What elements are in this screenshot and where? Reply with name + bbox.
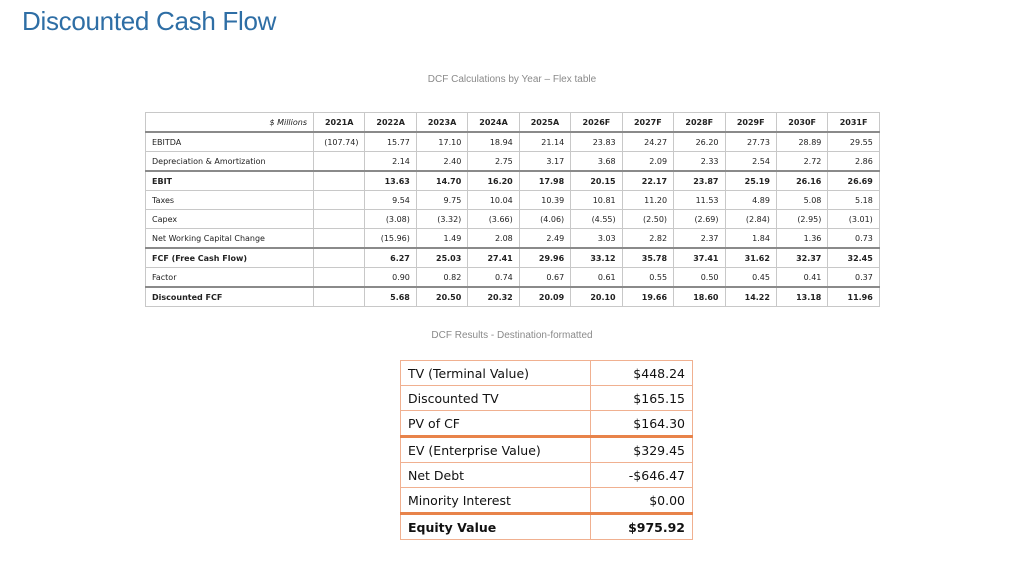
year-header: 2021A: [314, 113, 365, 133]
table-cell: 13.18: [776, 287, 827, 307]
dcf-table-caption: DCF Calculations by Year – Flex table: [427, 74, 597, 85]
result-label: Equity Value: [401, 514, 591, 540]
table-cell: 26.20: [674, 132, 725, 152]
table-cell: (3.08): [365, 210, 416, 229]
result-value: $448.24: [591, 361, 693, 386]
table-cell: 6.27: [365, 248, 416, 268]
table-cell: 2.86: [828, 152, 879, 172]
table-cell: 0.82: [416, 268, 467, 288]
table-cell: [314, 210, 365, 229]
table-cell: 2.40: [416, 152, 467, 172]
result-row: [401, 361, 693, 386]
table-cell: 24.27: [622, 132, 673, 152]
table-cell: 0.55: [622, 268, 673, 288]
table-cell: (3.01): [828, 210, 879, 229]
table-cell: [314, 171, 365, 191]
table-cell: 32.45: [828, 248, 879, 268]
table-cell: [314, 287, 365, 307]
table-cell: 15.77: [365, 132, 416, 152]
result-row: [401, 514, 693, 540]
result-label: Minority Interest: [401, 488, 591, 514]
table-cell: 0.41: [776, 268, 827, 288]
row-label: FCF (Free Cash Flow): [146, 248, 314, 268]
result-row: [401, 437, 693, 463]
row-label: Taxes: [146, 191, 314, 210]
table-cell: 2.75: [468, 152, 519, 172]
row-label: Depreciation & Amortization: [146, 152, 314, 172]
table-cell: 20.15: [571, 171, 622, 191]
table-cell: 18.60: [674, 287, 725, 307]
table-cell: 17.98: [519, 171, 570, 191]
table-cell: 37.41: [674, 248, 725, 268]
table-cell: 1.36: [776, 229, 827, 249]
year-header: 2028F: [674, 113, 725, 133]
table-cell: 27.73: [725, 132, 776, 152]
results-caption: DCF Results - Destination-formatted: [431, 330, 593, 341]
table-cell: 25.03: [416, 248, 467, 268]
table-cell: 9.54: [365, 191, 416, 210]
table-cell: 11.53: [674, 191, 725, 210]
table-cell: 13.63: [365, 171, 416, 191]
table-cell: (107.74): [314, 132, 365, 152]
result-label: TV (Terminal Value): [401, 361, 591, 386]
table-cell: [314, 152, 365, 172]
table-cell: 26.69: [828, 171, 879, 191]
result-value: -$646.47: [591, 463, 693, 488]
result-row: [401, 463, 693, 488]
table-cell: 11.96: [828, 287, 879, 307]
table-cell: 0.50: [674, 268, 725, 288]
table-cell: [314, 229, 365, 249]
dcf-header-row: [146, 113, 880, 133]
year-header: 2031F: [828, 113, 879, 133]
table-cell: 20.09: [519, 287, 570, 307]
table-cell: 2.09: [622, 152, 673, 172]
table-cell: 2.08: [468, 229, 519, 249]
table-cell: 2.72: [776, 152, 827, 172]
table-cell: 29.96: [519, 248, 570, 268]
table-cell: 9.75: [416, 191, 467, 210]
table-cell: [314, 191, 365, 210]
table-cell: 5.08: [776, 191, 827, 210]
table-cell: 10.04: [468, 191, 519, 210]
table-cell: 5.68: [365, 287, 416, 307]
table-cell: 21.14: [519, 132, 570, 152]
table-cell: 33.12: [571, 248, 622, 268]
table-cell: 1.84: [725, 229, 776, 249]
dcf-results-table: [400, 360, 693, 540]
table-cell: 27.41: [468, 248, 519, 268]
table-cell: 0.61: [571, 268, 622, 288]
result-label: Discounted TV: [401, 386, 591, 411]
result-label: PV of CF: [401, 411, 591, 437]
table-cell: 3.68: [571, 152, 622, 172]
table-cell: (2.95): [776, 210, 827, 229]
table-row: [146, 229, 880, 249]
table-cell: 0.73: [828, 229, 879, 249]
result-value: $329.45: [591, 437, 693, 463]
table-cell: 18.94: [468, 132, 519, 152]
result-value: $164.30: [591, 411, 693, 437]
result-label: EV (Enterprise Value): [401, 437, 591, 463]
result-label: Net Debt: [401, 463, 591, 488]
table-cell: 0.90: [365, 268, 416, 288]
year-header: 2024A: [468, 113, 519, 133]
table-cell: 2.82: [622, 229, 673, 249]
result-row: [401, 386, 693, 411]
table-cell: [314, 268, 365, 288]
table-cell: (3.66): [468, 210, 519, 229]
result-row: [401, 488, 693, 514]
table-cell: 29.55: [828, 132, 879, 152]
table-cell: (2.50): [622, 210, 673, 229]
table-cell: 31.62: [725, 248, 776, 268]
result-row: [401, 411, 693, 437]
table-cell: 23.87: [674, 171, 725, 191]
page-title: Discounted Cash Flow: [22, 6, 277, 36]
row-label: Discounted FCF: [146, 287, 314, 307]
table-cell: 28.89: [776, 132, 827, 152]
table-cell: 3.17: [519, 152, 570, 172]
table-cell: (3.32): [416, 210, 467, 229]
table-row: [146, 268, 880, 288]
table-cell: 2.37: [674, 229, 725, 249]
table-cell: 0.45: [725, 268, 776, 288]
table-cell: 22.17: [622, 171, 673, 191]
table-cell: 0.74: [468, 268, 519, 288]
table-cell: (4.06): [519, 210, 570, 229]
table-row: [146, 132, 880, 152]
row-label: EBITDA: [146, 132, 314, 152]
table-cell: 10.39: [519, 191, 570, 210]
table-cell: 10.81: [571, 191, 622, 210]
table-cell: 20.50: [416, 287, 467, 307]
table-cell: 14.22: [725, 287, 776, 307]
table-cell: 14.70: [416, 171, 467, 191]
table-cell: 0.67: [519, 268, 570, 288]
table-cell: 32.37: [776, 248, 827, 268]
table-cell: 4.89: [725, 191, 776, 210]
row-label: Net Working Capital Change: [146, 229, 314, 249]
table-cell: 23.83: [571, 132, 622, 152]
year-header: 2025A: [519, 113, 570, 133]
table-row: [146, 191, 880, 210]
dcf-calculations-table: [145, 112, 880, 307]
result-value: $165.15: [591, 386, 693, 411]
table-cell: 2.54: [725, 152, 776, 172]
table-cell: 2.49: [519, 229, 570, 249]
row-label: Capex: [146, 210, 314, 229]
year-header: 2029F: [725, 113, 776, 133]
year-header: 2022A: [365, 113, 416, 133]
table-cell: 19.66: [622, 287, 673, 307]
table-cell: 3.03: [571, 229, 622, 249]
unit-label: $ Millions: [146, 113, 314, 133]
year-header: 2026F: [571, 113, 622, 133]
row-label: EBIT: [146, 171, 314, 191]
table-cell: 2.33: [674, 152, 725, 172]
table-cell: [314, 248, 365, 268]
table-cell: 5.18: [828, 191, 879, 210]
table-cell: 20.10: [571, 287, 622, 307]
table-cell: (2.69): [674, 210, 725, 229]
table-cell: 1.49: [416, 229, 467, 249]
table-cell: 20.32: [468, 287, 519, 307]
table-row: [146, 210, 880, 229]
table-cell: 17.10: [416, 132, 467, 152]
table-row: [146, 287, 880, 307]
year-header: 2027F: [622, 113, 673, 133]
table-cell: 16.20: [468, 171, 519, 191]
table-cell: (2.84): [725, 210, 776, 229]
table-cell: 25.19: [725, 171, 776, 191]
table-cell: (15.96): [365, 229, 416, 249]
table-cell: (4.55): [571, 210, 622, 229]
table-cell: 26.16: [776, 171, 827, 191]
year-header: 2023A: [416, 113, 467, 133]
table-row: [146, 248, 880, 268]
table-row: [146, 152, 880, 172]
row-label: Factor: [146, 268, 314, 288]
year-header: 2030F: [776, 113, 827, 133]
table-cell: 0.37: [828, 268, 879, 288]
table-cell: 2.14: [365, 152, 416, 172]
result-value: $0.00: [591, 488, 693, 514]
table-cell: 11.20: [622, 191, 673, 210]
table-cell: 35.78: [622, 248, 673, 268]
table-row: [146, 171, 880, 191]
result-value: $975.92: [591, 514, 693, 540]
